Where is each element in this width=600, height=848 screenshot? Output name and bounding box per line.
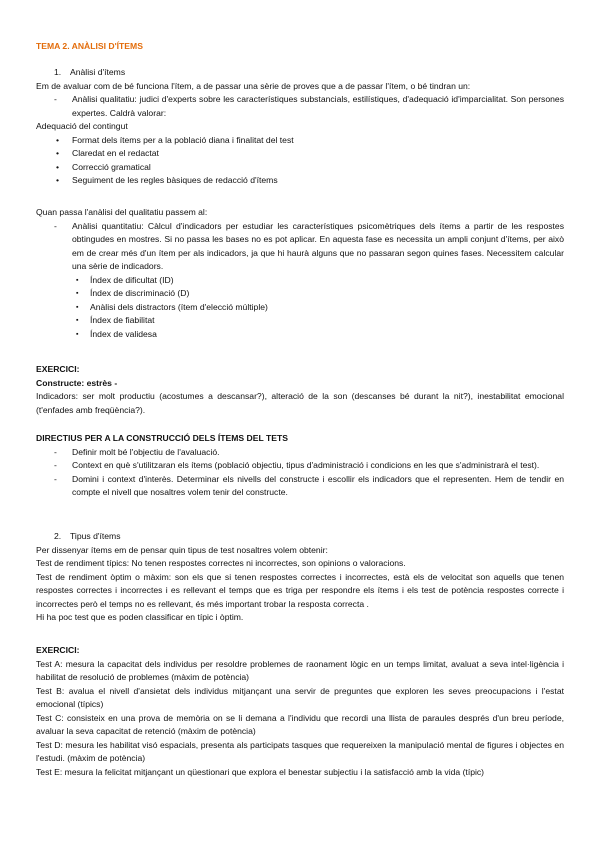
section-heading-text: Anàlisi d'ítems (70, 67, 126, 77)
sub-bullet-item: ▪ Índex de discriminació (D) (36, 287, 564, 301)
exercise-heading: EXERCICI: (36, 645, 80, 655)
section-heading (36, 530, 564, 544)
sub-bullet-item: ▪ Índex de dificultat (ID) (36, 274, 564, 288)
section-heading (36, 66, 564, 80)
section-analisi (36, 66, 564, 188)
paragraph: Em de avaluar com de bé funciona l'ítem, a de passar una sèrie de proves que a de passar l'ítem, o bé tindran un: (36, 80, 471, 91)
paragraph: Adequació del contingut (36, 121, 128, 131)
section-quantitatiu (36, 206, 564, 341)
paragraph: Per dissenyar ítems em de pensar quin tipus de test nosaltres volem obtenir: (36, 544, 328, 555)
bullet-item: • Claredat en el redactat (36, 147, 564, 161)
test-item: Test E: mesura la felicitat mitjançant un qüestionari que explora el benestar subjectiu i la satisfacció amb la vida (típic) (36, 766, 485, 777)
test-item: Test B: avalua el nivell d'ansietat dels individus mitjançant una servir de preguntes que exploren les seves preocupacions i l'estat emocional (típics) (36, 685, 564, 709)
paragraph: Test de rendiment típics: No tenen respostes correctes ni incorrectes, son opinions o valoracions. (36, 558, 406, 568)
dash-item: - Definir molt bé l'objectiu de l'avaluació. (36, 446, 564, 460)
section-number: 2. (54, 531, 62, 541)
test-item: Test C: consisteix en una prova de memòria on se li demana a l'individu que recordi una llista de paraules després d'un breu període, avaluar la seva capacitat de retenció (màxim de potència) (36, 712, 564, 736)
test-item: Test A: mesura la capacitat dels individus per resoldre problemes de raonament lògic en un temps limitat, avaluat a seva intel·ligència i habilitat de resolució de problemes (màxim de potència) (36, 658, 564, 682)
exercise-1 (36, 363, 564, 417)
sub-bullet-item: ▪ Índex de fiabilitat (36, 314, 564, 328)
dash-item: - Anàlisi quantitatiu: Càlcul d'indicadors per estudiar les característiques psicomètriques dels ítems a partir de les respostes obtingudes en mostres. Si no passa les bases no es pot aplicar. En aquesta fase es necessita un ampli conjunt d'ítems, per això em de crear més d'un ítem per als indicadors, ja que hi haurà alguns que no passaran segon quines fases. Necessitem calcular una sèrie de indicadors. (36, 220, 564, 274)
section-number: 1. (54, 67, 62, 77)
exercise-2 (36, 644, 564, 779)
dash-item: - Domini i context d'interès. Determinar els nivells del constructe i escollir els indicadors que el representen. Hem de tendir en compte el nivell que nosaltres volem tenir del constructe. (36, 473, 564, 500)
test-item: Test D: mesura les habilitat visó espacials, presenta als participats tasques que requereixen la manipulació mental de figures i objectes en l'estudi. (màxim de potència) (36, 739, 564, 763)
paragraph: Hi ha poc test que es poden classificar en típic i òptim. (36, 612, 244, 622)
bullet-item: • Seguiment de les regles bàsiques de redacció d'ítems (36, 174, 564, 188)
bullet-item: • Correcció gramatical (36, 161, 564, 175)
bullet-item: • Format dels ítems per a la població diana i finalitat del test (36, 134, 564, 148)
exercise-heading: EXERCICI: (36, 364, 80, 374)
section-heading-text: Tipus d'ítems (70, 531, 121, 541)
paragraph: Test de rendiment òptim o màxim: son els que si tenen respostes correctes i incorrectes, està els de velocitat son aquells que tenen respostes correctes i incorrectes i es rellevant el temps que es triga per respondre els ítems i els test de potència respostes correcte i incorrectes però el temps no es rellevant, és més important trobar la resposta correcta . (36, 571, 564, 609)
sub-bullet-item: ▪ Índex de validesa (36, 328, 564, 342)
paragraph: Constructe: estrès - (36, 377, 118, 388)
dash-item: - Context en què s'utilitzaran els ítems (població objectiu, tipus d'administració i condicions en les que s'administrarà el test). (36, 459, 564, 473)
section-heading: DIRECTIUS PER A LA CONSTRUCCIÓ DELS ÍTEMS DEL TETS (36, 433, 288, 443)
dash-item: - Anàlisi qualitatiu: judici d'experts sobre les característiques substancials, estilístiques, d'adequació id'imparcialitat. Son persones expertes. Caldrà valorar: (36, 93, 564, 120)
paragraph: Indicadors: ser molt productiu (acostumes a descansar?), alteració de la son (descanses bé durant la nit?), inestabilitat emocional (t'enfades amb freqüència?). (36, 391, 564, 415)
page-title: TEMA 2. ANÀLISI D'ÍTEMS (36, 41, 143, 51)
section-tipus (36, 530, 564, 625)
sub-bullet-item: ▪ Anàlisi dels distractors (ítem d'elecció múltiple) (36, 301, 564, 315)
paragraph: Quan passa l'anàlisi del qualitatiu passem al: (36, 207, 208, 217)
directives-section (36, 432, 564, 500)
